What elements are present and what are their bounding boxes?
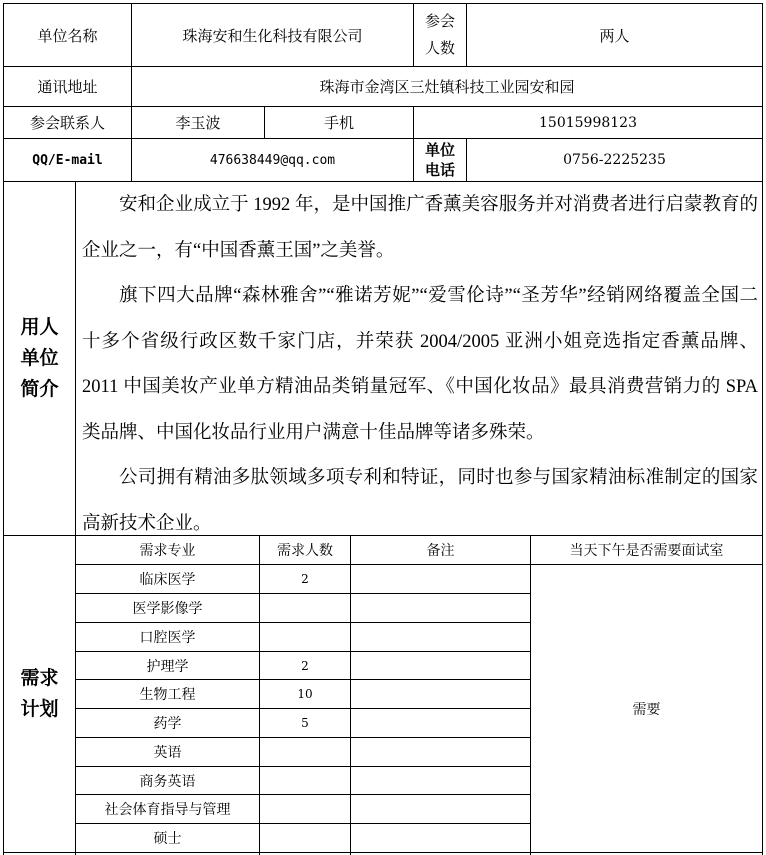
count-cell — [260, 795, 350, 823]
qq-email-label: QQ/E-mail — [32, 152, 103, 168]
mobile-value: 15015998123 — [539, 114, 637, 131]
intro-paragraph: 公司拥有精油多肽领域多项专利和特证，同时也参与国家精油标准制定的国家高新技术企业。 — [82, 468, 758, 534]
intro-paragraph: 旗下四大品牌“森林雅舍”“雅诺芳妮”“爱雪伦诗”“圣芳华”经销网络覆盖全国二十多个省级行政区数千家门店，并荣获 2004/2005 亚洲小姐竞选指定香薰品牌、2011 中国美妆产业单方精油品类销量冠军、《中国化妆品》最具消费营销力的 SPA 类品牌、中国化妆品行业用户满意十佳品牌等诸多殊荣。 — [82, 286, 758, 443]
major-cell: 社会体育指导与管理 — [104, 802, 231, 818]
column-header-note: 备注 — [426, 543, 455, 559]
attendees-label-line2: 人数 — [424, 39, 455, 57]
plan-label-line2: 计划 — [20, 698, 59, 720]
count-cell — [260, 594, 350, 622]
mobile-label: 手机 — [323, 114, 354, 132]
company-intro — [82, 183, 758, 547]
interview-room-value: 需要 — [632, 701, 661, 718]
major-cell: 商务英语 — [139, 773, 196, 790]
column-header-major: 需求专业 — [139, 543, 196, 559]
count-cell — [260, 738, 350, 766]
major-cell: 生物工程 — [139, 687, 196, 703]
unit-phone-label-line1: 单位 — [424, 141, 455, 159]
column-header-count: 需求人数 — [277, 543, 333, 559]
count-cell: 10 — [297, 687, 313, 701]
note-cell — [351, 594, 530, 622]
unit-name-label: 单位名称 — [37, 26, 98, 45]
intro-label-line2: 单位 — [20, 347, 59, 369]
major-cell: 护理学 — [146, 658, 189, 675]
note-cell — [351, 565, 530, 593]
note-cell — [351, 738, 530, 766]
unit-phone-value: 0756-2225235 — [563, 152, 666, 168]
note-cell — [351, 623, 530, 651]
count-cell: 5 — [301, 716, 309, 730]
intro-section-label — [4, 182, 75, 535]
intro-label-line3: 简介 — [20, 378, 59, 400]
intro-label-line1: 用人 — [20, 316, 59, 338]
hline — [3, 181, 763, 182]
qq-email-value: 476638449@qq.com — [209, 152, 336, 168]
major-cell: 药学 — [153, 716, 182, 732]
major-cell: 口腔医学 — [139, 630, 196, 646]
intro-paragraph: 安和企业成立于 1992 年，是中国推广香薰美容服务并对消费者进行启蒙教育的企业之一，有“中国香薰王国”之美誉。 — [82, 195, 758, 261]
count-cell: 2 — [301, 658, 309, 673]
column-header-interview-room: 当天下午是否需要面试室 — [569, 543, 724, 559]
count-cell — [260, 824, 350, 852]
unit-phone-label-line2: 电话 — [424, 161, 455, 179]
address-value: 珠海市金湾区三灶镇科技工业园安和园 — [319, 78, 575, 96]
note-cell — [351, 824, 530, 852]
attendees-label — [414, 4, 466, 66]
major-cell: 临床医学 — [139, 572, 196, 588]
note-cell — [351, 652, 530, 679]
note-cell — [351, 767, 530, 794]
border-right — [762, 3, 763, 855]
contact-value: 李玉波 — [175, 114, 221, 132]
major-cell: 英语 — [153, 745, 182, 761]
plan-section-label — [4, 536, 75, 852]
note-cell — [351, 795, 530, 823]
note-cell — [351, 680, 530, 708]
count-cell — [260, 623, 350, 651]
major-cell: 硕士 — [153, 831, 182, 847]
hline — [3, 852, 763, 853]
contact-label: 参会联系人 — [29, 114, 105, 132]
unit-phone-label — [414, 139, 466, 181]
note-cell — [351, 709, 530, 737]
address-label: 通讯地址 — [37, 78, 98, 96]
count-cell: 2 — [301, 572, 309, 586]
attendees-value: 两人 — [599, 26, 630, 45]
attendees-label-line1: 参会 — [424, 12, 455, 30]
major-cell: 医学影像学 — [132, 601, 203, 617]
count-cell — [260, 767, 350, 794]
unit-name-value: 珠海安和生化科技有限公司 — [182, 26, 363, 45]
plan-label-line1: 需求 — [20, 667, 59, 689]
